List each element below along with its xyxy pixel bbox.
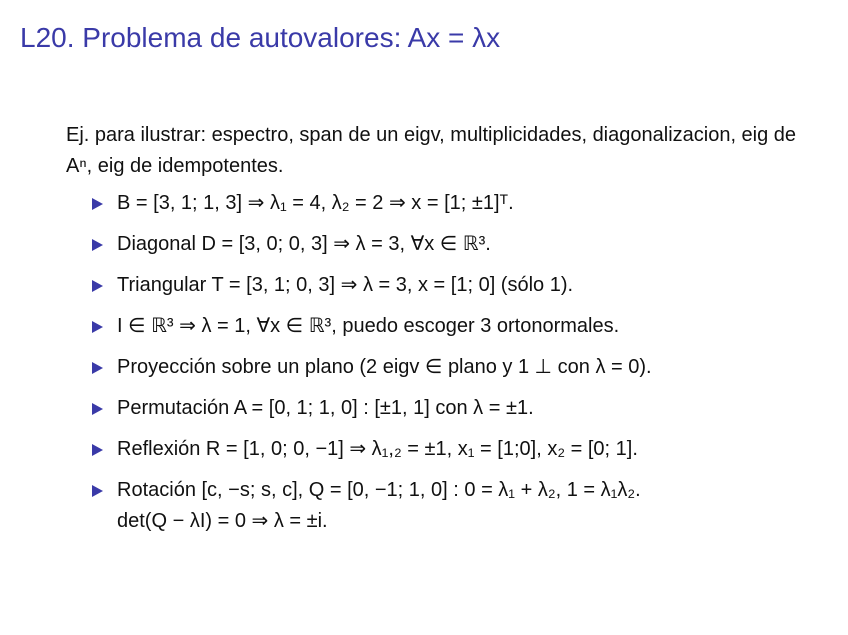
bullet-list: [66, 188, 806, 537]
list-item-text: I ∈ ℝ³ ⇒ λ = 1, ∀x ∈ ℝ³, puedo escoger 3 ortonormales.: [117, 315, 620, 337]
list-item: [66, 393, 806, 424]
list-item: [66, 270, 806, 301]
triangle-right-icon: [92, 239, 103, 251]
list-item-text: B = [3, 1; 1, 3] ⇒ λ₁ = 4, λ₂ = 2 ⇒ x = [1; ±1]ᵀ.: [117, 192, 514, 214]
triangle-right-icon: [92, 362, 103, 374]
triangle-right-icon: [92, 321, 103, 333]
list-item: [66, 434, 806, 465]
triangle-right-icon: [92, 485, 103, 497]
list-item-text-continuation: det(Q − λI) = 0 ⇒ λ = ±i.: [117, 510, 328, 532]
list-item: [66, 475, 806, 537]
triangle-right-icon: [92, 198, 103, 210]
list-item-text: Proyección sobre un plano (2 eigv ∈ plano y 1 ⊥ con λ = 0).: [117, 356, 652, 378]
slide-title: L20. Problema de autovalores: Ax = λx: [20, 22, 501, 53]
list-item-text: Triangular T = [3, 1; 0, 3] ⇒ λ = 3, x = [1; 0] (sólo 1).: [117, 274, 574, 296]
list-item: [66, 352, 806, 383]
list-item-text: Permutación A = [0, 1; 1, 0] : [±1, 1] con λ = ±1.: [117, 397, 534, 419]
list-item: [66, 311, 806, 342]
list-item: [66, 229, 806, 260]
triangle-right-icon: [92, 444, 103, 456]
list-item: [66, 188, 806, 219]
list-item-text: Diagonal D = [3, 0; 0, 3] ⇒ λ = 3, ∀x ∈ ℝ³.: [117, 233, 491, 255]
list-item-text: Rotación [c, −s; s, c], Q = [0, −1; 1, 0] : 0 = λ₁ + λ₂, 1 = λ₁λ₂.: [117, 479, 641, 501]
triangle-right-icon: [92, 280, 103, 292]
slide-content: [66, 120, 806, 547]
triangle-right-icon: [92, 403, 103, 415]
intro-paragraph: Ej. para ilustrar: espectro, span de un eigv, multiplicidades, diagonalizacion, eig de Aⁿ, eig de idempotentes.: [66, 124, 797, 177]
list-item-text: Reflexión R = [1, 0; 0, −1] ⇒ λ₁,₂ = ±1, x₁ = [1;0], x₂ = [0; 1].: [117, 438, 638, 460]
